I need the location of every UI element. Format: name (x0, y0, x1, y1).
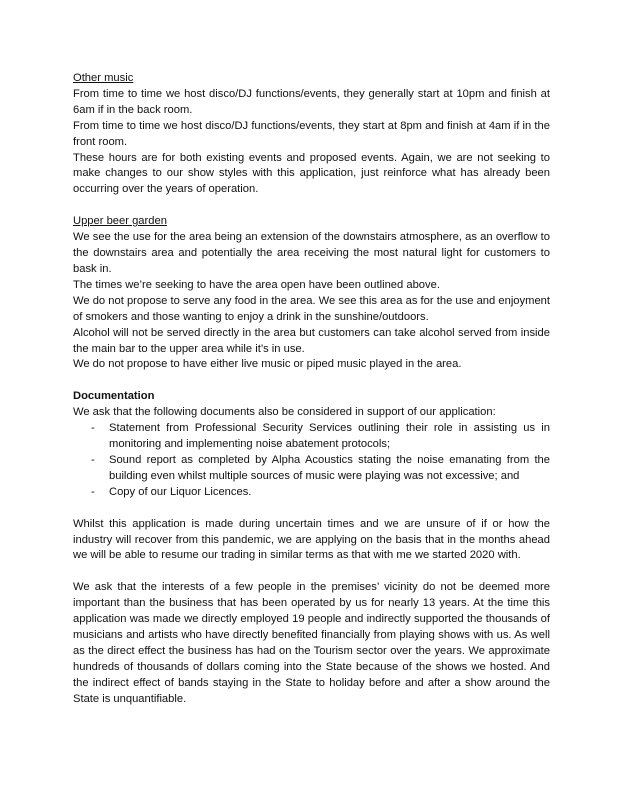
paragraph: From time to time we host disco/DJ functions/events, they start at 8pm and finish at 4am if in the front room. (73, 119, 550, 148)
section-heading-documentation: Documentation (73, 390, 155, 403)
document-list (73, 421, 550, 501)
list-bullet: - (91, 422, 95, 435)
paragraph: We ask that the interests of a few people in the premises’ vicinity do not be deemed more important than the business that has been operated by us for nearly 13 years. At the time this application was made we directly employed 19 people and indirectly supported the thousands of musicians and artists who have directly benefited financially from playing shows with us. As well as the direct effect the business has had on the Tourism sector over the years. We approximate hundreds of thousands of dollars coming into the State because of the shows we hosted. And the indirect effect of bands staying in the State to holiday before and after a show around the State is unquantifiable. (73, 581, 550, 705)
list-item (73, 485, 550, 501)
paragraph: We do not propose to have either live music or piped music played in the area. (73, 358, 462, 371)
list-bullet: - (91, 485, 95, 498)
spacer (73, 198, 550, 214)
paragraph: We ask that the following documents also be considered in support of our application: (73, 406, 496, 419)
spacer (73, 564, 550, 580)
list-item-text: Statement from Professional Security Services outlining their role in assisting us in monitoring and implementing noise abatement protocols; (109, 422, 550, 451)
section-heading-other-music: Other music (73, 72, 134, 84)
list-item (73, 421, 550, 453)
spacer (73, 373, 550, 389)
list-item (73, 453, 550, 485)
section-heading-upper-beer-garden: Upper beer garden (73, 215, 167, 228)
paragraph: We see the use for the area being an extension of the downstairs atmosphere, as an overflow to the downstairs area and potentially the area receiving the most natural light for customers to bask in. (73, 231, 550, 275)
paragraph: Whilst this application is made during uncertain times and we are unsure of if or how the industry will recover from this pandemic, we are applying on the basis that in the months ahead we will be able to resume our trading in similar terms as that with me we started 2020 with. (73, 517, 550, 562)
paragraph: We do not propose to serve any food in the area. We see this area as for the use and enjoyment of smokers and those wanting to enjoy a drink in the sunshine/outdoors. (73, 294, 550, 323)
list-bullet: - (91, 453, 95, 466)
paragraph: From time to time we host disco/DJ functions/events, they generally start at 10pm and finish at 6am if in the back room. (73, 87, 550, 116)
list-item-text: Copy of our Liquor Licences. (109, 485, 252, 498)
paragraph: The times we’re seeking to have the area open have been outlined above. (73, 278, 440, 291)
paragraph: These hours are for both existing events and proposed events. Again, we are not seeking to make changes to our show styles with this application, just reinforce what has already been occurring over the years of operation. (73, 151, 550, 196)
list-item-text: Sound report as completed by Alpha Acoustics stating the noise emanating from the building even whilst multiple sources of music were playing was not excessive; and (109, 453, 550, 482)
paragraph: Alcohol will not be served directly in the area but customers can take alcohol served from inside the main bar to the upper area while it’s in use. (73, 326, 550, 355)
spacer (73, 501, 550, 517)
